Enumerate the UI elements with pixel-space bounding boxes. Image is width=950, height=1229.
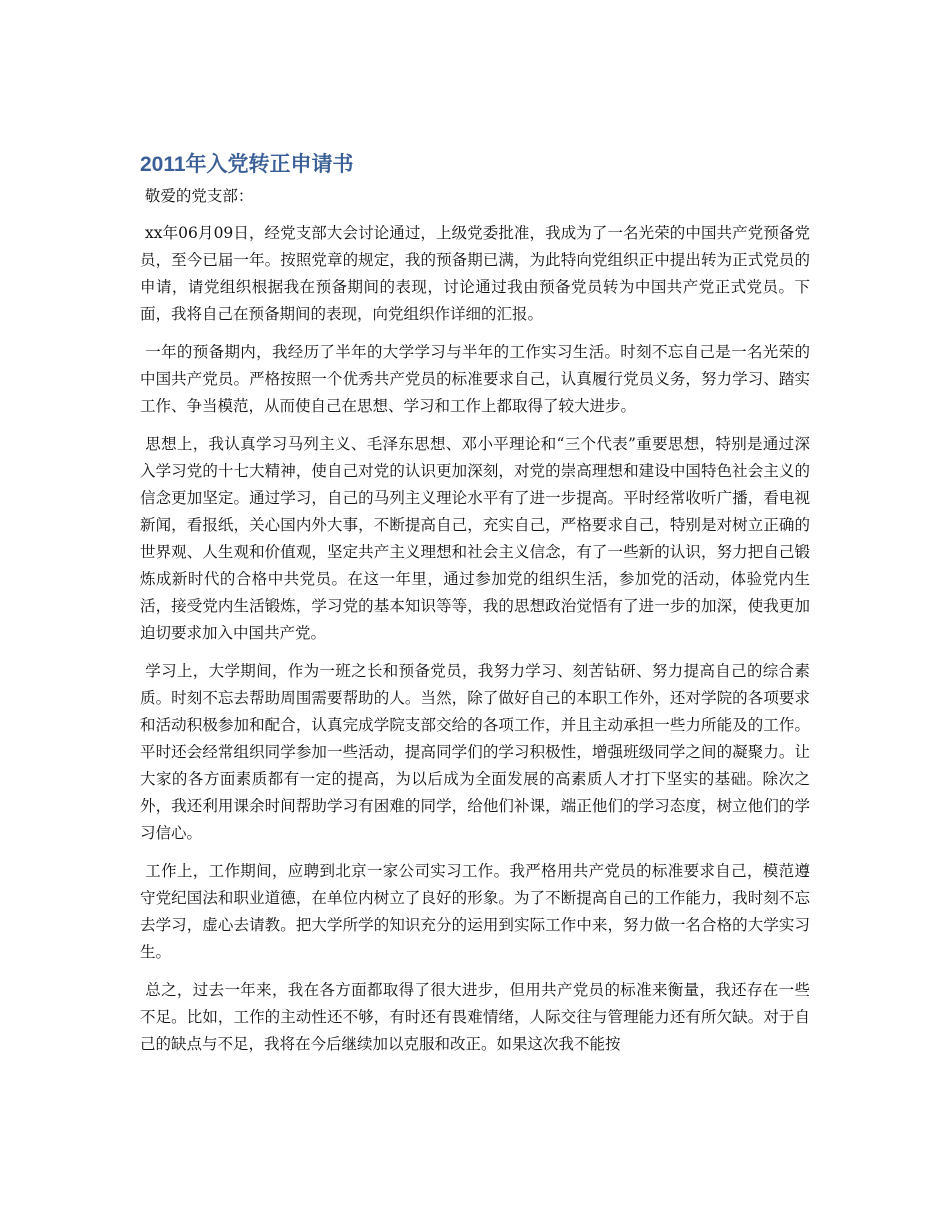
paragraph-study: 学习上，大学期间，作为一班之长和预备党员，我努力学习、刻苦钻研、努力提高自己的综合素质。时刻不忘去帮助周围需要帮助的人。当然，除了做好自己的本职工作外，还对学院的各项要求和活动积极参加和配合，认真完成学院支部交给的各项工作，并且主动承担一些力所能及的工作。平时还会经常组织同学参加一些活动，提高同学们的学习积极性，增强班级同学之间的凝聚力。让大家的各方面素质都有一定的提高，为以后成为全面发展的高素质人才打下坚实的基础。除次之外，我还利用课余时间帮助学习有困难的同学，给他们补课，端正他们的学习态度，树立他们的学习信心。 xyxy=(140,662,810,842)
paragraph-probation-year: 一年的预备期内，我经历了半年的大学学习与半年的工作实习生活。时刻不忘自己是一名光荣的中国共产党员。严格按照一个优秀共产党员的标准要求自己，认真履行党员义务，努力学习、踏实工作、争当模范，从而使自己在思想、学习和工作上都取得了较大进步。 xyxy=(140,343,810,415)
document-page xyxy=(140,150,810,1069)
paragraph-conclusion: 总之，过去一年来，我在各方面都取得了很大进步，但用共产党员的标准来衡量，我还存在一些不足。比如，工作的主动性还不够，有时还有畏难情绪，人际交往与管理能力还有所欠缺。对于自己的缺点与不足，我将在今后继续加以克服和改正。如果这次我不能按 xyxy=(140,981,810,1053)
paragraph-probation-summary: xx年06月09日，经党支部大会讨论通过，上级党委批准，我成为了一名光荣的中国共产党预备党员，至今已届一年。按照党章的规定，我的预备期已满，为此特向党组织正中提出转为正式党员的申请，请党组织根据我在预备期间的表现，讨论通过我由预备党员转为中国共产党正式党员。下面，我将自己在预备期间的表现，向党组织作详细的汇报。 xyxy=(140,224,810,323)
document-title: 2011年入党转正申请书 xyxy=(140,153,354,176)
paragraph-work: 工作上，工作期间，应聘到北京一家公司实习工作。我严格用共产党员的标准要求自己，模范遵守党纪国法和职业道德，在单位内树立了良好的形象。为了不断提高自己的工作能力，我时刻不忘去学习，虚心去请教。把大学所学的知识充分的运用到实际工作中来，努力做一名合格的大学实习生。 xyxy=(140,862,810,961)
salutation: 敬爱的党支部： xyxy=(140,187,254,205)
paragraph-thought: 思想上，我认真学习马列主义、毛泽东思想、邓小平理论和“三个代表”重要思想，特别是通过深入学习党的十七大精神，使自己对党的认识更加深刻，对党的崇高理想和建设中国特色社会主义的信念更加坚定。通过学习，自己的马列主义理论水平有了进一步提高。平时经常收听广播，看电视新闻，看报纸，关心国内外大事，不断提高自己，充实自己，严格要求自己，特别是对树立正确的世界观、人生观和价值观，坚定共产主义理想和社会主义信念，有了一些新的认识，努力把自己锻炼成新时代的合格中共党员。在这一年里，通过参加党的组织生活，参加党的活动，体验党内生活，接受党内生活锻炼，学习党的基本知识等等，我的思想政治觉悟有了进一步的加深，使我更加迫切要求加入中国共产党。 xyxy=(140,435,810,642)
